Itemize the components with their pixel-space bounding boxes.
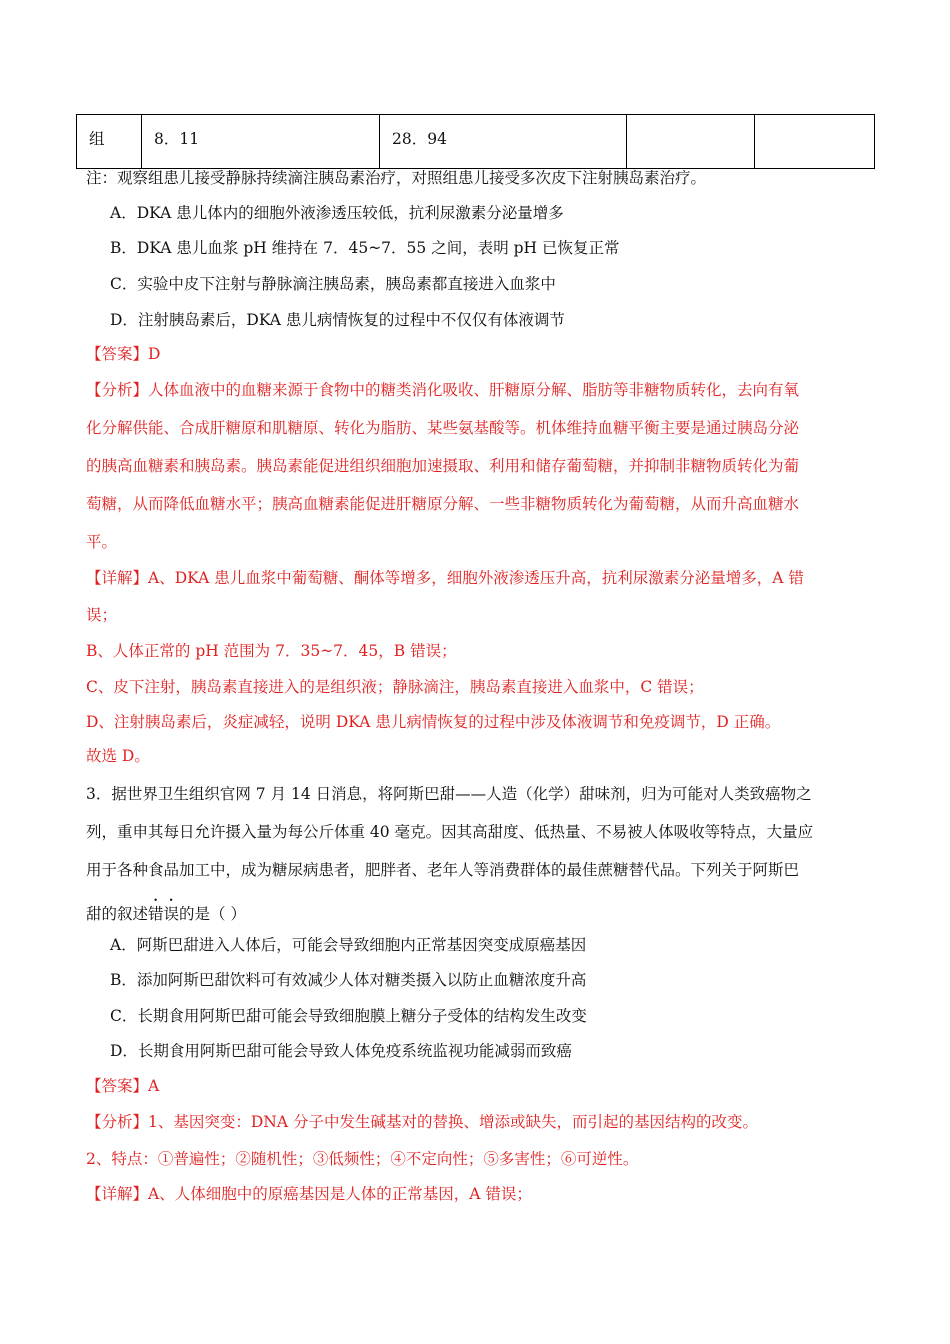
q2-option-c: C．实验中皮下注射与静脉滴注胰岛素，胰岛素都直接进入血浆中: [110, 275, 556, 293]
q3-option-c: C．长期食用阿斯巴甜可能会导致细胞膜上糖分子受体的结构发生改变: [110, 1007, 587, 1025]
q3-analysis-line: 【分析】1、基因突变：DNA 分子中发生碱基对的替换、增添或缺失，而引起的基因结构的改变。: [86, 1113, 758, 1131]
q2-detail-line: 误；: [86, 606, 118, 624]
q3-stem-line: 3．据世界卫生组织官网 7 月 14 日消息，将阿斯巴甜——人造（化学）甜味剂，归为可能对人类致癌物之: [86, 785, 812, 803]
q2-detail-line: B、人体正常的 pH 范围为 7．35~7．45，B 错误；: [86, 642, 457, 660]
q2-option-a: A．DKA 患儿体内的细胞外液渗透压较低，抗利尿激素分泌量增多: [110, 204, 564, 222]
q2-analysis-line: 化分解供能、合成肝糖原和肌糖原、转化为脂肪、某些氨基酸等。机体维持血糖平衡主要是通过胰岛分泌: [86, 419, 800, 437]
q2-analysis-line: 【分析】人体血液中的血糖来源于食物中的糖类消化吸收、肝糖原分解、脂肪等非糖物质转化，去向有氧: [86, 381, 800, 399]
q3-detail-line: 【详解】A、人体细胞中的原癌基因是人体的正常基因，A 错误；: [86, 1185, 532, 1203]
data-table: [76, 114, 875, 169]
q2-option-b: B．DKA 患儿血浆 pH 维持在 7．45~7．55 之间，表明 pH 已恢复正常: [110, 239, 620, 257]
table-cell: 8．11: [142, 115, 380, 169]
q2-detail-line: C、皮下注射，胰岛素直接进入的是组织液；静脉滴注，胰岛素直接进入血浆中，C 错误；: [86, 678, 704, 696]
q3-answer: 【答案】A: [86, 1077, 160, 1095]
q3-option-a: A．阿斯巴甜进入人体后，可能会导致细胞内正常基因突变成原癌基因: [110, 936, 587, 954]
q2-option-d: D．注射胰岛素后，DKA 患儿病情恢复的过程中不仅仅有体液调节: [110, 311, 565, 329]
q2-detail-line: 故选 D。: [86, 747, 150, 765]
q3-option-d: D．长期食用阿斯巴甜可能会导致人体免疫系统监视功能减弱而致癌: [110, 1042, 572, 1060]
table-row: [77, 115, 875, 169]
q3-stem-line: 用于各种食品加工中，成为糖尿病患者，肥胖者、老年人等消费群体的最佳蔗糖替代品。下列关于阿斯巴: [86, 861, 800, 879]
table-cell: [627, 115, 755, 169]
q2-answer: 【答案】D: [86, 345, 161, 363]
q3-analysis-line: 2、特点：①普遍性；②随机性；③低频性；④不定向性；⑤多害性；⑥可逆性。: [86, 1150, 639, 1168]
q3-stem-line: 列，重申其每日允许摄入量为每公斤体重 40 毫克。因其高甜度、低热量、不易被人体吸收等特点，大量应: [86, 823, 814, 841]
table-cell: 28．94: [380, 115, 627, 169]
q3-option-b: B．添加阿斯巴甜饮料可有效减少人体对糖类摄入以防止血糖浓度升高: [110, 971, 587, 989]
table-cell: [755, 115, 875, 169]
q3-stem-emphasis: 错误: [148, 905, 180, 923]
table-note: 注：观察组患儿接受静脉持续滴注胰岛素治疗，对照组患儿接受多次皮下注射胰岛素治疗。: [86, 169, 707, 187]
table-cell: 组: [77, 115, 142, 169]
q3-stem-suffix: 的是（ ）: [179, 905, 246, 923]
q3-stem-line: [86, 896, 876, 925]
q2-detail-line: 【详解】A、DKA 患儿血浆中葡萄糖、酮体等增多，细胞外液渗透压升高，抗利尿激素分泌量增多，A 错: [86, 569, 804, 587]
q2-analysis-line: 萄糖，从而降低血糖水平；胰高血糖素能促进肝糖原分解、一些非糖物质转化为葡萄糖，从而升高血糖水: [86, 495, 800, 513]
q2-analysis-line: 的胰高血糖素和胰岛素。胰岛素能促进组织细胞加速摄取、利用和储存葡萄糖，并抑制非糖物质转化为葡: [86, 457, 800, 475]
q3-stem-prefix: 甜的叙述: [86, 905, 149, 923]
q2-detail-line: D、注射胰岛素后，炎症减轻，说明 DKA 患儿病情恢复的过程中涉及体液调节和免疫调节，D 正确。: [86, 713, 781, 731]
q2-analysis-line: 平。: [86, 533, 118, 551]
